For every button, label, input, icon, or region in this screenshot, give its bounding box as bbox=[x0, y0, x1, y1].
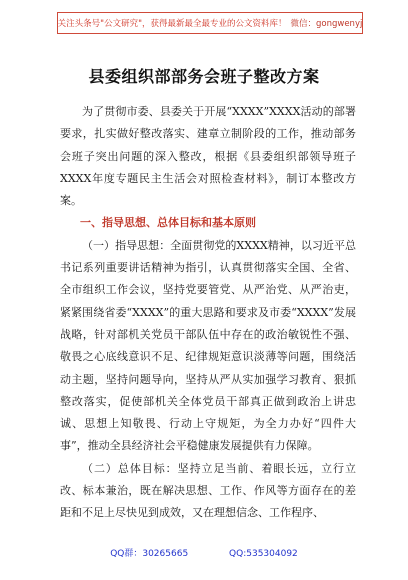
section-heading: 一、指导思想、总体目标和基本原则 bbox=[80, 216, 256, 230]
banner-wechat: 微信：gongwenyj bbox=[290, 19, 363, 29]
footer-qq-group: QQ群：30265665 bbox=[110, 549, 189, 559]
footer-contact bbox=[0, 546, 408, 559]
overall-goal-paragraph: （二）总体目标：坚持立足当前、着眼长远，立行立改、标本兼治，既在解决思想、工作、作风等方面存在的差距和不足上尽快见到成效，又在理想信念、工作程序、 bbox=[60, 461, 356, 520]
guiding-thought-paragraph: （一）指导思想：全面贯彻党的XXXX精神，以习近平总书记系列重要讲话精神为指引，认真贯彻落实全国、全省、全市组织工作会议，坚持党要管党、从严治党、从严治吏，紧紧围绕省委“XXXX”的重大思路和要求及市委“XXXX”发展战略，针对部机关党员干部队伍中存在的政治敏锐性不强、敬畏之心底线意识不足、纪律规矩意识淡薄等问题，围绕活动主题，坚持问题导向，坚持从严从实加强学习教育、狠抓整改落实，促使部机关全体党员干部真正做到政治上讲忠诚、思想上知敬畏、行动上守规矩，为全力办好“四件大事”，推动全县经济社会平稳健康发展提供有力保障。 bbox=[60, 238, 356, 453]
document-body bbox=[60, 101, 356, 525]
document-title: 县委组织部部务会班子整改方案 bbox=[88, 67, 320, 86]
promo-banner[interactable] bbox=[57, 12, 363, 34]
banner-text: 关注头条号"公文研究"，获得最新最全最专业的公文资料库！ bbox=[57, 19, 287, 29]
intro-paragraph: 为了贯彻市委、县委关于开展“XXXX”XXXX活动的部署要求，扎实做好整改落实、建章立制阶段的工作，推动部务会班子突出问题的深入整改，根据《县委组织部领导班子XXXX年度专题民主生活会对照检查材料》，制订本整改方案。 bbox=[60, 105, 356, 208]
footer-qq: QQ:535304092 bbox=[229, 549, 298, 559]
